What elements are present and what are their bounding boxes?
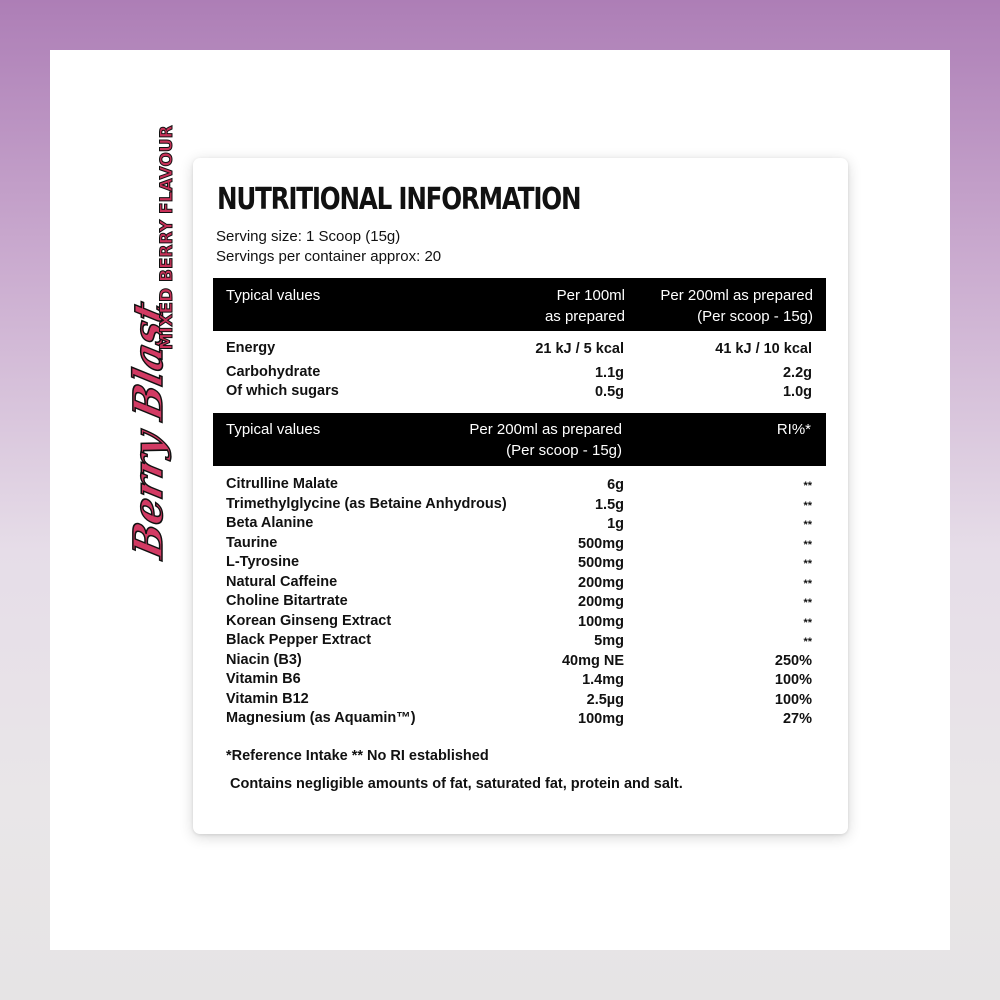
ri-percent: **: [803, 480, 812, 492]
ingredient-amount: 5mg: [594, 633, 624, 649]
table2-row: [193, 632, 848, 652]
ingredient-amount: 500mg: [578, 535, 624, 552]
ingredient-name: Natural Caffeine: [226, 573, 338, 590]
table1-header-col2: Per 100ml as prepared: [544, 287, 625, 325]
per-200ml-value: 1.0g: [782, 384, 812, 400]
ingredient-name: Citrulline Malate: [226, 476, 338, 492]
ri-percent: **: [803, 558, 812, 570]
per-100ml-value: 21 kJ / 5 kcal: [535, 341, 624, 357]
table2-row: [193, 710, 848, 730]
table2-row: [193, 613, 848, 633]
ri-percent: 27%: [782, 711, 812, 727]
table2-row: [193, 652, 848, 672]
ri-percent: **: [803, 597, 812, 609]
contains-statement: Contains negligible amounts of fat, saturated fat, protein and salt.: [230, 776, 683, 792]
ri-percent: 100%: [774, 672, 812, 688]
ingredient-amount: 500mg: [578, 555, 624, 571]
table2-row: [193, 593, 848, 613]
ingredient-amount: 2.5µg: [586, 691, 624, 708]
ri-percent: **: [803, 538, 812, 551]
ri-percent: **: [803, 499, 812, 512]
table1-header-col3: Per 200ml as prepared (Per scoop - 15g): [660, 287, 813, 325]
ingredient-name: Vitamin B12: [226, 690, 309, 707]
ingredient-name: Magnesium (as Aquamin™): [226, 710, 416, 726]
ingredient-amount: 200mg: [578, 574, 624, 591]
brand-label: [120, 125, 180, 563]
ri-percent: **: [803, 636, 812, 648]
ingredient-amount: 100mg: [578, 711, 624, 727]
table2-row: [193, 535, 848, 555]
ri-percent: 250%: [774, 652, 812, 669]
ingredient-amount: 100mg: [578, 613, 624, 630]
table2-header: [213, 413, 826, 466]
ingredient-amount: 1.5g: [594, 496, 624, 513]
serving-size: Serving size: 1 Scoop (15g): [216, 228, 401, 245]
ri-percent: 100%: [774, 691, 812, 708]
ingredient-name: Korean Ginseng Extract: [226, 612, 392, 629]
ingredient-name: Black Pepper Extract: [226, 632, 372, 648]
table2-row: [193, 496, 848, 516]
table2-header-col1: Typical values: [226, 421, 321, 438]
ingredient-name: Niacin (B3): [226, 651, 302, 668]
ingredient-name: Beta Alanine: [226, 515, 314, 531]
ingredient-name: L-Tyrosine: [226, 554, 300, 570]
ingredient-name: Choline Bitartrate: [226, 593, 348, 609]
per-200ml-value: 41 kJ / 10 kcal: [715, 341, 812, 357]
nutrient-name: Of which sugars: [226, 383, 339, 399]
table1-row: [193, 364, 848, 384]
ri-percent: **: [803, 519, 812, 531]
per-100ml-value: 0.5g: [594, 384, 624, 400]
flavour-label: [153, 125, 181, 560]
table2-row: [193, 574, 848, 594]
ingredient-name: Vitamin B6: [226, 671, 301, 687]
reference-intake-footnote: *Reference Intake ** No RI established: [226, 748, 489, 764]
flavour-text: MIXED BERRY FLAVOUR: [157, 125, 177, 350]
nutrition-panel: [193, 158, 848, 834]
table2-row: [193, 691, 848, 711]
ingredient-amount: 6g: [607, 477, 624, 493]
ingredient-amount: 1g: [607, 516, 624, 532]
ingredient-name: Trimethylglycine (as Betaine Anhydrous): [226, 495, 507, 512]
table2-row: [193, 515, 848, 535]
table2-header-col2: Per 200ml as prepared (Per scoop - 15g): [469, 421, 622, 459]
table2-header-col3: RI%*: [776, 421, 811, 438]
ri-percent: **: [803, 616, 812, 629]
servings-per-container: Servings per container approx: 20: [216, 248, 442, 265]
ingredient-amount: 40mg NE: [561, 652, 624, 669]
table2-row: [193, 476, 848, 496]
ingredient-amount: 1.4mg: [582, 672, 624, 688]
brand-name-text: Berry Blast: [125, 297, 172, 563]
table1-row: [193, 340, 848, 360]
nutrient-name: Energy: [226, 340, 276, 356]
per-200ml-value: 2.2g: [782, 365, 812, 381]
ri-percent: **: [803, 577, 812, 590]
panel-title: NUTRITIONAL INFORMATION: [217, 182, 581, 217]
table1-row: [193, 383, 848, 403]
table1-header: [213, 278, 826, 331]
ingredient-amount: 200mg: [578, 594, 624, 610]
per-100ml-value: 1.1g: [594, 365, 624, 381]
table1-header-col1: Typical values: [226, 287, 321, 304]
table2-row: [193, 671, 848, 691]
ingredient-name: Taurine: [226, 534, 278, 551]
table2-row: [193, 554, 848, 574]
nutrient-name: Carbohydrate: [226, 364, 321, 380]
